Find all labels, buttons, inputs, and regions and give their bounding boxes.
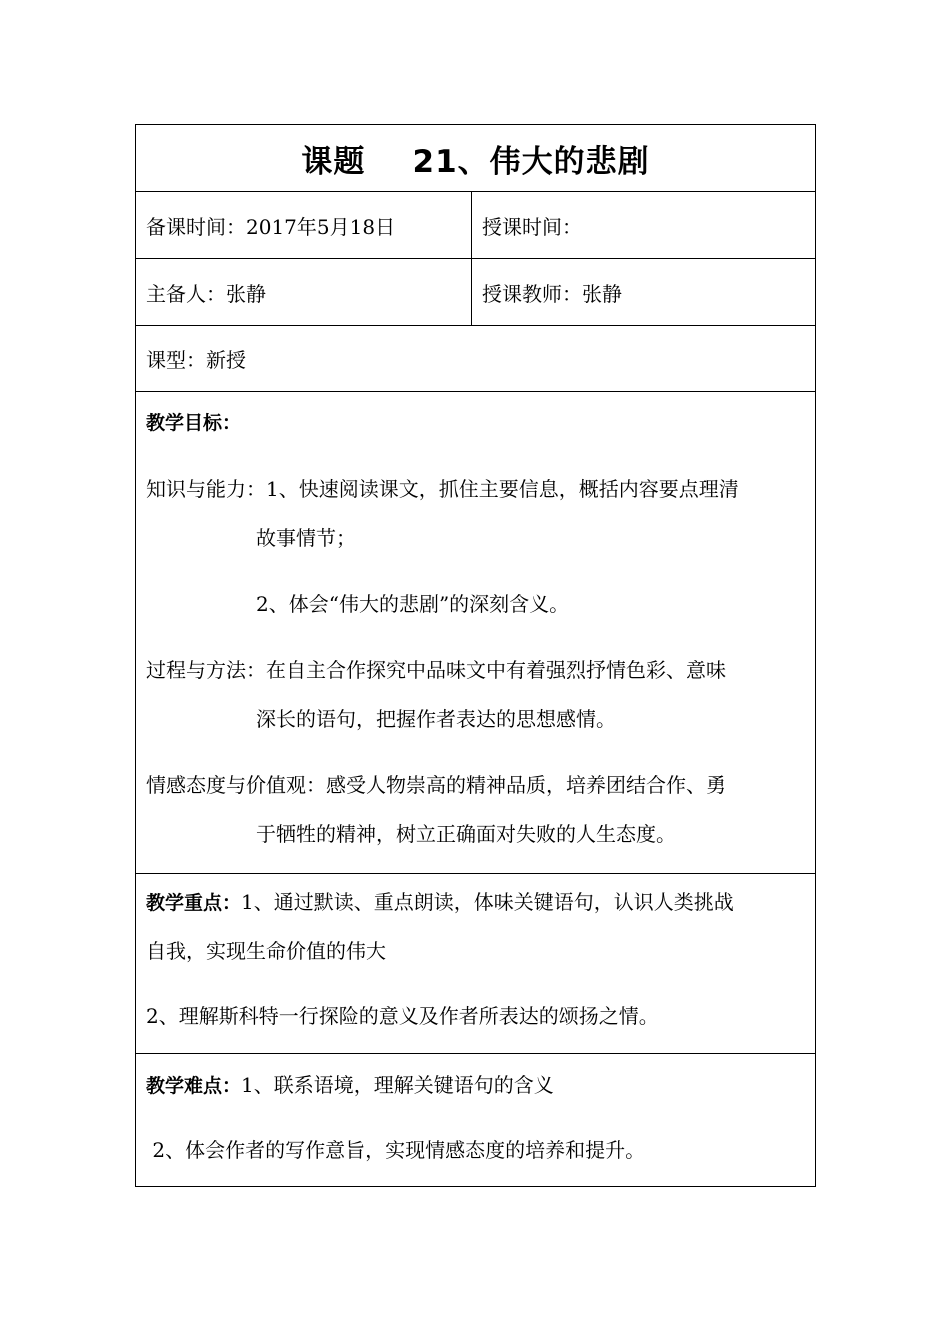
goal-knowledge-line-1: 知识与能力：1、快速阅读课文，抓住主要信息，概括内容要点理清 (146, 477, 739, 501)
key-points-label: 教学重点： (146, 892, 242, 914)
key-points-line-1 (146, 886, 734, 915)
prep-time: 备课时间：2017年5月18日 (136, 192, 472, 258)
difficulties-text-1: 1、联系语境，理解关键语句的含义 (241, 1073, 554, 1097)
difficulties (136, 1053, 815, 1186)
goal-knowledge-line-3: 2、体会“伟大的悲剧”的深刻含义。 (256, 592, 570, 616)
key-points-line-3: 2、理解斯科特一行探险的意义及作者所表达的颂扬之情。 (146, 1004, 659, 1028)
goals-heading: 教学目标： (146, 412, 242, 434)
time-row (136, 191, 815, 258)
goal-process-line-1: 过程与方法：在自主合作探究中品味文中有着强烈抒情色彩、意味 (146, 658, 726, 682)
teacher: 授课教师：张静 (482, 281, 622, 306)
goal-process-line-2: 深长的语句，把握作者表达的思想感情。 (256, 707, 616, 731)
lesson-title: 课题 21、伟大的悲剧 (301, 143, 650, 180)
difficulties-line-1 (146, 1069, 554, 1098)
title-row (136, 125, 815, 191)
lesson-plan-table (135, 124, 816, 1187)
key-points (136, 873, 815, 1053)
goal-knowledge-line-2: 故事情节； (256, 526, 356, 550)
goal-emotion-line-1: 情感态度与价值观：感受人物崇高的精神品质，培养团结合作、勇 (146, 773, 726, 797)
lesson-type: 课型：新授 (136, 325, 815, 391)
people-row (136, 258, 815, 325)
goal-emotion-line-2: 于牺牲的精神，树立正确面对失败的人生态度。 (256, 822, 676, 846)
teaching-goals (136, 391, 815, 873)
key-points-text-1: 1、通过默读、重点朗读，体味关键语句，认识人类挑战 (241, 890, 734, 914)
teach-time: 授课时间： (482, 214, 582, 239)
difficulties-label: 教学难点： (146, 1075, 242, 1097)
difficulties-line-2: 2、体会作者的写作意旨，实现情感态度的培养和提升。 (146, 1138, 646, 1162)
key-points-line-2: 自我，实现生命价值的伟大 (146, 939, 386, 963)
main-preparer: 主备人：张静 (136, 259, 472, 325)
